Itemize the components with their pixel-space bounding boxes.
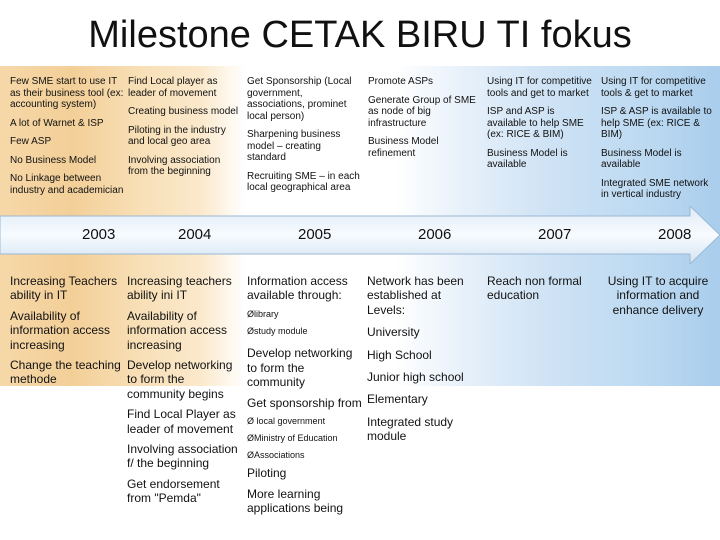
goal-item: No Business Model [10, 154, 97, 166]
sub-item: ØMinistry of Education [247, 432, 338, 443]
goal-item: Sharpening business model – creating standard [247, 129, 341, 163]
year-label-2005: 2005 [298, 226, 332, 243]
milestone-item: Using IT to acquire information and enhance delivery [607, 274, 709, 317]
year-label-2006: 2006 [418, 226, 452, 243]
goals-2008 [601, 76, 716, 208]
milestone-item: Develop networking to form the community [247, 346, 353, 390]
goal-item: Promote ASPs [368, 76, 434, 87]
education-2005 [247, 274, 365, 540]
goal-item: Business Model is available [601, 147, 682, 170]
education-2008 [601, 274, 715, 323]
page-title: Milestone CETAK BIRU TI fokus [88, 14, 632, 56]
milestone-item: Involving association f/ the beginning [127, 441, 238, 471]
milestone-item: Elementary [367, 392, 428, 407]
milestone-item: Piloting [247, 466, 287, 481]
goal-item: Business Model refinement [368, 136, 439, 159]
education-2003 [10, 274, 130, 393]
milestone-item: Increasing Teachers ability in IT [10, 274, 118, 303]
milestone-item: Availability of information access increasing [127, 308, 228, 352]
goal-item: Involving association from the beginning [128, 154, 221, 177]
arrow-bullet-icon: Ø [247, 308, 255, 319]
sub-item: Østudy module [247, 325, 308, 336]
milestone-item: Integrated study module [367, 414, 454, 444]
year-label-2004: 2004 [178, 226, 212, 243]
sub-item: ØAssociations [247, 449, 305, 460]
goals-2007 [487, 76, 593, 178]
goals-2005 [247, 76, 362, 201]
goal-item: Recruiting SME – in each local geographical area [247, 170, 360, 193]
goal-item: Piloting in the industry and local geo area [128, 124, 226, 147]
goal-item: Creating business model [128, 106, 239, 117]
arrow-bullet-icon: Ø [247, 415, 255, 426]
arrow-bullet-icon: Ø [247, 449, 255, 460]
goal-item: Get Sponsorship (Local government, associations, prominet local person) [247, 76, 352, 122]
sub-item: Ø local government [247, 415, 326, 426]
goal-item: Few ASP [10, 136, 52, 147]
goal-item: ISP and ASP is available to help SME (ex: RICE & BIM) [487, 106, 584, 140]
milestone-item: Network has been established at Levels: [367, 274, 464, 317]
goal-item: Using IT for competitive tools and get to market [487, 76, 592, 99]
milestone-item: Reach non formal education [487, 274, 582, 303]
education-2006 [367, 274, 479, 450]
milestone-item: Get endorsement from "Pemda" [127, 476, 220, 506]
milestone-item: Junior high school [367, 369, 464, 384]
goal-item: Using IT for competitive tools & get to market [601, 76, 706, 99]
goal-item: Business Model is available [487, 147, 568, 170]
year-label-2008: 2008 [658, 226, 692, 243]
milestone-item: Find Local Player as leader of movement [127, 407, 236, 436]
goal-item: Few SME start to use IT as their business tool (ex: accounting system) [10, 76, 124, 110]
milestone-item: Develop networking to form the community begins [127, 357, 233, 401]
milestone-item: Availability of information access increasing [10, 308, 111, 352]
goal-item: Integrated SME network in vertical industry [601, 177, 709, 200]
arrow-bullet-icon: Ø [247, 325, 255, 336]
goals-2003 [10, 76, 128, 206]
goal-item: ISP & ASP is available to help SME (ex: RICE & BIM) [601, 106, 712, 140]
goal-item: No Linkage between industry and academician [10, 173, 124, 196]
milestone-item: Get sponsorship from [247, 395, 362, 410]
goal-item: Find Local player as leader of movement [128, 76, 218, 99]
milestone-item: Change the teaching methode [10, 357, 121, 387]
goals-2004 [128, 76, 240, 185]
education-2007 [487, 274, 593, 309]
milestone-item: Information access available through: [247, 274, 348, 303]
goal-item: Generate Group of SME as node of big infrastructure [368, 94, 476, 129]
milestone-item: High School [367, 347, 432, 362]
year-label-2007: 2007 [538, 226, 572, 243]
milestone-item: More learning applications being [247, 486, 344, 516]
year-label-2003: 2003 [82, 226, 116, 243]
sub-item: Ølibrary [247, 308, 279, 319]
goal-item: A lot of Warnet & ISP [10, 117, 104, 129]
milestone-item: Increasing teachers ability ini IT [127, 274, 232, 303]
arrow-bullet-icon: Ø [247, 432, 255, 443]
goals-2006 [368, 76, 480, 166]
education-2004 [127, 274, 245, 511]
milestone-item: University [367, 325, 420, 340]
